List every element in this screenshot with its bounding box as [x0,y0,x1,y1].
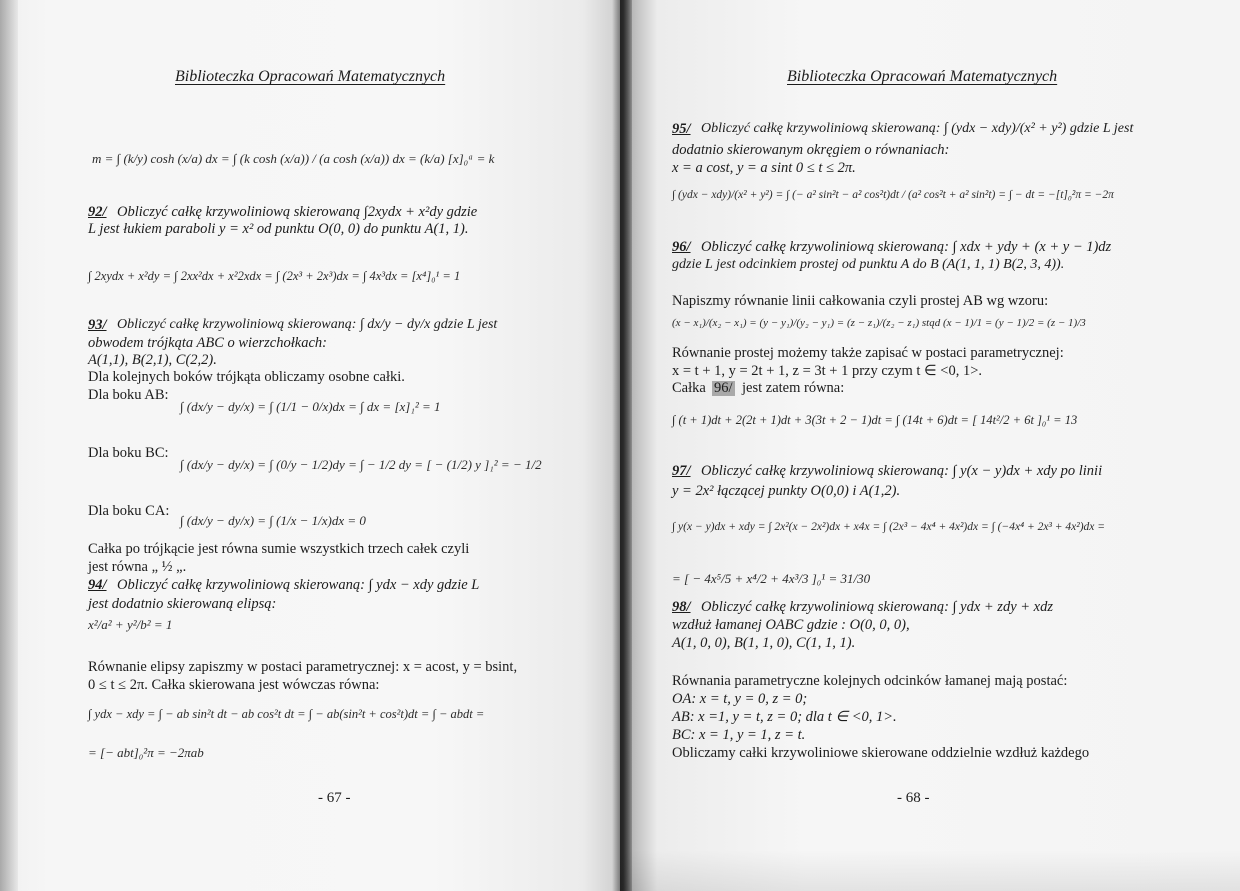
right-page [620,0,1240,891]
page-number: - 67 - [318,790,351,806]
page-edge-shadow [0,0,18,891]
page-header: Biblioteczka Opracowań Matematycznych [175,68,446,85]
exercise-text: A(1, 0, 0), B(1, 1, 0), C(1, 1, 1). [672,635,856,651]
page-bottom-shade [620,850,1240,891]
paragraph-line: Równanie elipsy zapiszmy w postaci parametrycznej: x = acost, y = bsint, [88,659,518,675]
formula-line: ∫ (t + 1)dt + 2(2t + 1)dt + 3(3t + 2 − 1)dt = ∫ (14t + 6)dt = [ 14t²/2 + 6t ]₀¹ = 13 [672,413,1078,427]
paragraph-line: Równania parametryczne kolejnych odcinków łamanej mają postać: [672,673,1068,689]
book-spine-shadow [612,0,632,891]
exercise-text: AB: x =1, y = t, z = 0; dla t ∈ <0, 1>. [672,709,897,725]
exercise-text: OA: x = t, y = 0, z = 0; [672,691,808,707]
formula-line: = [− abt]₀²π = −2πab [88,745,204,760]
paragraph-line: Obliczamy całki krzywoliniowe skierowane oddzielnie wzdłuż każdego [672,745,1090,761]
paragraph-line: jest zatem równa: [742,380,845,396]
formula-line: ∫ y(x − y)dx + xdy = ∫ 2x²(x − 2x²)dx + x4x = ∫ (2x³ − 4x⁴ + 4x²)dx = ∫ (−4x⁴ + 2x³ + 4x²)dx = [672,521,1106,533]
exercise-number: 95/ [672,121,691,137]
formula-line: ∫ 2xydx + x²dy = ∫ 2xx²dx + x²2xdx = ∫ (2x³ + 2x³)dx = ∫ 4x³dx = [x⁴]₀¹ = 1 [88,269,461,283]
exercise-text: Obliczyć całkę krzywoliniową skierowaną ∫2xydx + x²dy gdzie [117,204,478,220]
exercise-text: BC: x = 1, y = 1, z = t. [672,727,806,743]
exercise-text: Obliczyć całkę krzywoliniową skierowaną: ∫ dx/y − dy/x gdzie L jest [117,317,498,332]
exercise-number: 94/ [88,577,107,593]
exercise-text: Obliczyć całkę krzywoliniową skierowaną: ∫ y(x − y)dx + xdy po linii [701,463,1103,479]
exercise-number: 96/ [672,239,691,255]
exercise-text: gdzie L jest odcinkiem prostej od punktu A do B (A(1, 1, 1) B(2, 3, 4)). [672,257,1065,272]
paragraph-line: x = t + 1, y = 2t + 1, z = 3t + 1 przy czym t ∈ <0, 1>. [672,363,983,379]
formula-line: ∫ (dx/y − dy/x) = ∫ (1/1 − 0/x)dx = ∫ dx = [x]₁² = 1 [180,399,441,414]
exercise-text: Obliczyć całkę krzywoliniową skierowaną: ∫ ydx − xdy gdzie L [117,577,480,593]
paragraph-line: jest równa „ ½ „. [88,559,187,575]
exercise-text: x = a cost, y = a sint 0 ≤ t ≤ 2π. [672,160,856,176]
paragraph-line: Całka [672,380,706,396]
formula-line: m = ∫ (k/y) cosh (x/a) dx = ∫ (k cosh (x/a)) / (a cosh (x/a)) dx = (k/a) [x]₀ᵃ = k [92,151,495,166]
formula-line: (x − x₁)/(x₂ − x₁) = (y − y₁)/(y₂ − y₁) = (z − z₁)/(z₂ − z₁) stąd (x − 1)/1 = (y − 1)/2 = (z − 1)/3 [672,317,1086,329]
formula-line: ∫ (dx/y − dy/x) = ∫ (1/x − 1/x)dx = 0 [180,513,366,528]
page-number: - 68 - [897,790,930,806]
paragraph-line: Dla boku BC: [88,445,169,461]
exercise-number: 92/ [88,204,107,220]
paragraph-line: Dla boku CA: [88,503,170,519]
exercise-text: Obliczyć całkę krzywoliniową skierowaną: ∫ (ydx − xdy)/(x² + y²) gdzie L jest [701,121,1134,136]
exercise-text: Obliczyć całkę krzywoliniową skierowaną: ∫ ydx + zdy + xdz [701,599,1053,615]
formula-line: ∫ ydx − xdy = ∫ − ab sin²t dt − ab cos²t dt = ∫ − ab(sin²t + cos²t)dt = ∫ − abdt = [88,707,485,721]
formula-line: = [ − 4x⁵/5 + x⁴/2 + 4x³/3 ]₀¹ = 31/30 [672,571,871,586]
exercise-text: jest dodatnio skierowaną elipsą: [88,596,277,612]
page-header: Biblioteczka Opracowań Matematycznych [787,68,1058,85]
formula-line: ∫ (ydx − xdy)/(x² + y²) = ∫ (− a² sin²t − a² cos²t)dt / (a² cos²t + a² sin²t) = ∫ − dt = −[t]₀²π = −2π [672,189,1114,201]
paragraph-line: Dla kolejnych boków trójkąta obliczamy osobne całki. [88,369,405,385]
exercise-text: wzdłuż łamanej OABC gdzie : O(0, 0, 0), [672,617,910,633]
formula-line: x²/a² + y²/b² = 1 [88,617,173,632]
exercise-number: 93/ [88,317,107,333]
exercise-text: Obliczyć całkę krzywoliniową skierowaną: ∫ xdx + ydy + (x + y − 1)dz [701,239,1112,255]
exercise-number: 98/ [672,599,691,615]
exercise-text: dodatnio skierowanym okręgiem o równaniach: [672,142,950,158]
exercise-number: 97/ [672,463,691,479]
paragraph-line: 0 ≤ t ≤ 2π. Całka skierowana jest wówczas równa: [88,677,380,693]
paragraph-line: Równanie prostej możemy także zapisać w postaci parametrycznej: [672,345,1064,361]
exercise-text: y = 2x² łączącej punkty O(0,0) i A(1,2). [672,483,901,499]
paragraph-line: Całka po trójkącie jest równa sumie wszystkich trzech całek czyli [88,541,470,557]
paragraph-line: Dla boku AB: [88,387,169,403]
highlighted-reference: 96/ [714,380,733,396]
formula-line: ∫ (dx/y − dy/x) = ∫ (0/y − 1/2)dy = ∫ − 1/2 dy = [ − (1/2) y ]₁² = − 1/2 [180,457,542,472]
exercise-text: obwodem trójkąta ABC o wierzchołkach: [88,335,327,351]
exercise-text: A(1,1), B(2,1), C(2,2). [88,352,217,368]
exercise-text: L jest łukiem paraboli y = x² od punktu O(0, 0) do punktu A(1, 1). [88,221,469,237]
paragraph-line: Napiszmy równanie linii całkowania czyli prostej AB wg wzoru: [672,293,1049,309]
